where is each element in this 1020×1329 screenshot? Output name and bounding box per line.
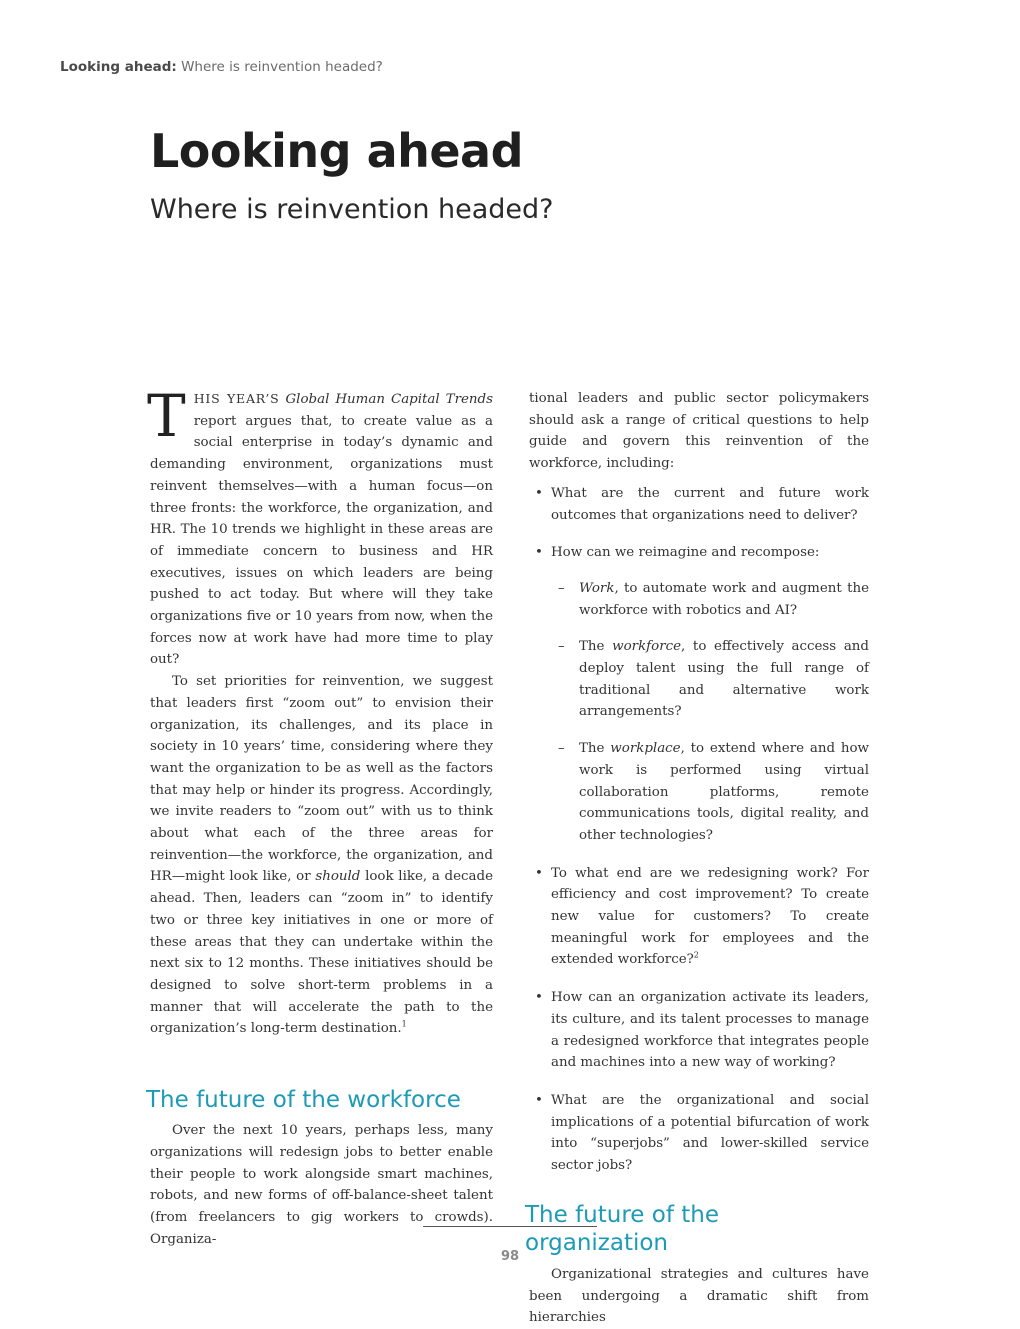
heading-future-of-workforce: The future of the workforce xyxy=(146,1087,461,1114)
heading-future-of-organization: The future of the organization xyxy=(525,1201,719,1256)
list-item xyxy=(529,483,869,526)
priorities-emphasis: should xyxy=(315,869,361,885)
question-list xyxy=(529,483,869,1177)
footnote-ref-2[interactable]: 2 xyxy=(693,951,699,960)
bullet-mark: • xyxy=(535,545,543,561)
page-title: Looking ahead xyxy=(150,124,524,178)
intro-text: report argues that, to create value as a social enterprise in today’s dynamic and demanding environment, organizations must reinvent themselves—with a human focus—on three fronts: the workforce, the organization, and HR. The 10 trends we highlight in these areas are of immediate concern to business and HR executives, issues on which leaders are being pushed to act today. But where will they take organizations five or 10 years from now, when the forces now at work have had more time to play out? xyxy=(150,413,493,668)
question-text: How can an organization activate its leaders, its culture, and its talent processes to manage a redesigned workforce that integrates people and machines into a new way of working? xyxy=(551,990,869,1071)
sub-question-list xyxy=(551,578,869,847)
workforce-paragraph: Over the next 10 years, perhaps less, many organizations will redesign jobs to better enable their people to work alongside smart machines, robots, and new forms of off-balance-sheet talent (from freelancers to gig workers to crowds). Organiza- xyxy=(150,1123,493,1247)
intro-smallcaps: HIS YEAR’S xyxy=(193,391,280,406)
list-item xyxy=(529,987,869,1074)
sub-item-text: , to automate work and augment the workforce with robotics and AI? xyxy=(579,580,869,618)
question-text: How can we reimagine and recompose: xyxy=(551,545,820,561)
sub-item-lead: The xyxy=(579,639,605,655)
priorities-text-a: To set priorities for reinvention, we suggest that leaders first “zoom out” to envision their organization, its challenges, and its place in society in 10 years’ time, considering where they want the organization to be as well as the factors that may help or hinder its progress. Accordingly, we invite readers to “zoom out” with us to think about what each of the three areas for reinvention—the workforce, the organization, and HR—might look like, or xyxy=(150,674,493,885)
sub-list-item xyxy=(551,578,869,621)
question-text: What are the organizational and social implications of a potential bifurcation of work into “superjobs” and lower-skilled service sector jobs? xyxy=(551,1092,869,1174)
right-column xyxy=(525,388,869,1329)
list-item xyxy=(529,1090,869,1177)
sub-item-text: , to extend where and how work is performed using virtual collaboration platforms, remote communications tools, digital reality, and other technologies? xyxy=(579,741,869,843)
sub-item-emphasis: Work xyxy=(579,580,615,596)
sub-item-lead: The xyxy=(579,741,605,757)
running-head xyxy=(60,59,383,75)
list-item xyxy=(529,542,869,846)
questions-lead: tional leaders and public sector policymakers should ask a range of critical questions to help guide and govern this reinvention of the workforce, including: xyxy=(529,391,869,472)
list-item xyxy=(529,863,869,972)
sub-item-emphasis: workplace xyxy=(610,741,681,757)
intro-paragraph xyxy=(147,382,493,671)
bullet-mark: • xyxy=(535,485,543,501)
dash-mark: – xyxy=(558,639,565,655)
footnote-ref-1[interactable]: 1 xyxy=(401,1019,407,1029)
question-text: What are the current and future work outcomes that organizations need to deliver? xyxy=(551,485,869,523)
dash-mark: – xyxy=(558,580,565,596)
bullet-mark: • xyxy=(535,865,543,881)
report-title: Global Human Capital Trends xyxy=(285,392,493,407)
priorities-text-b: look like, a decade ahead. Then, leaders can “zoom in” to identify two or three key initiatives in one or more of these areas that they can undertake within the next six to 12 months. These initiatives should be designed to solve short-term problems in a manner that will accelerate the path to the organization’s long-term destination. xyxy=(150,869,493,1037)
bullet-mark: • xyxy=(535,990,543,1006)
organization-paragraph: Organizational strategies and cultures have been undergoing a dramatic shift from hierarchies xyxy=(529,1266,869,1326)
dash-mark: – xyxy=(558,741,565,757)
question-text: To what end are we redesigning work? For efficiency and cost improvement? To create new value for customers? To create meaningful work for employees and the extended workforce? xyxy=(551,865,869,968)
sub-item-text: , to effectively access and deploy talent using the full range of traditional and alternative work arrangements? xyxy=(579,639,869,720)
priorities-paragraph xyxy=(150,671,493,1040)
sub-list-item xyxy=(551,738,869,847)
page-number: 98 xyxy=(500,1249,520,1264)
footer-divider xyxy=(423,1226,597,1227)
sub-list-item xyxy=(551,636,869,723)
bullet-mark: • xyxy=(535,1092,543,1108)
left-column xyxy=(146,382,493,1250)
running-head-section: Looking ahead: xyxy=(60,59,177,75)
running-head-title: Where is reinvention headed? xyxy=(181,59,383,75)
sub-item-emphasis: workforce xyxy=(612,639,682,655)
page-subtitle: Where is reinvention headed? xyxy=(150,194,554,225)
drop-cap: T xyxy=(147,382,186,450)
